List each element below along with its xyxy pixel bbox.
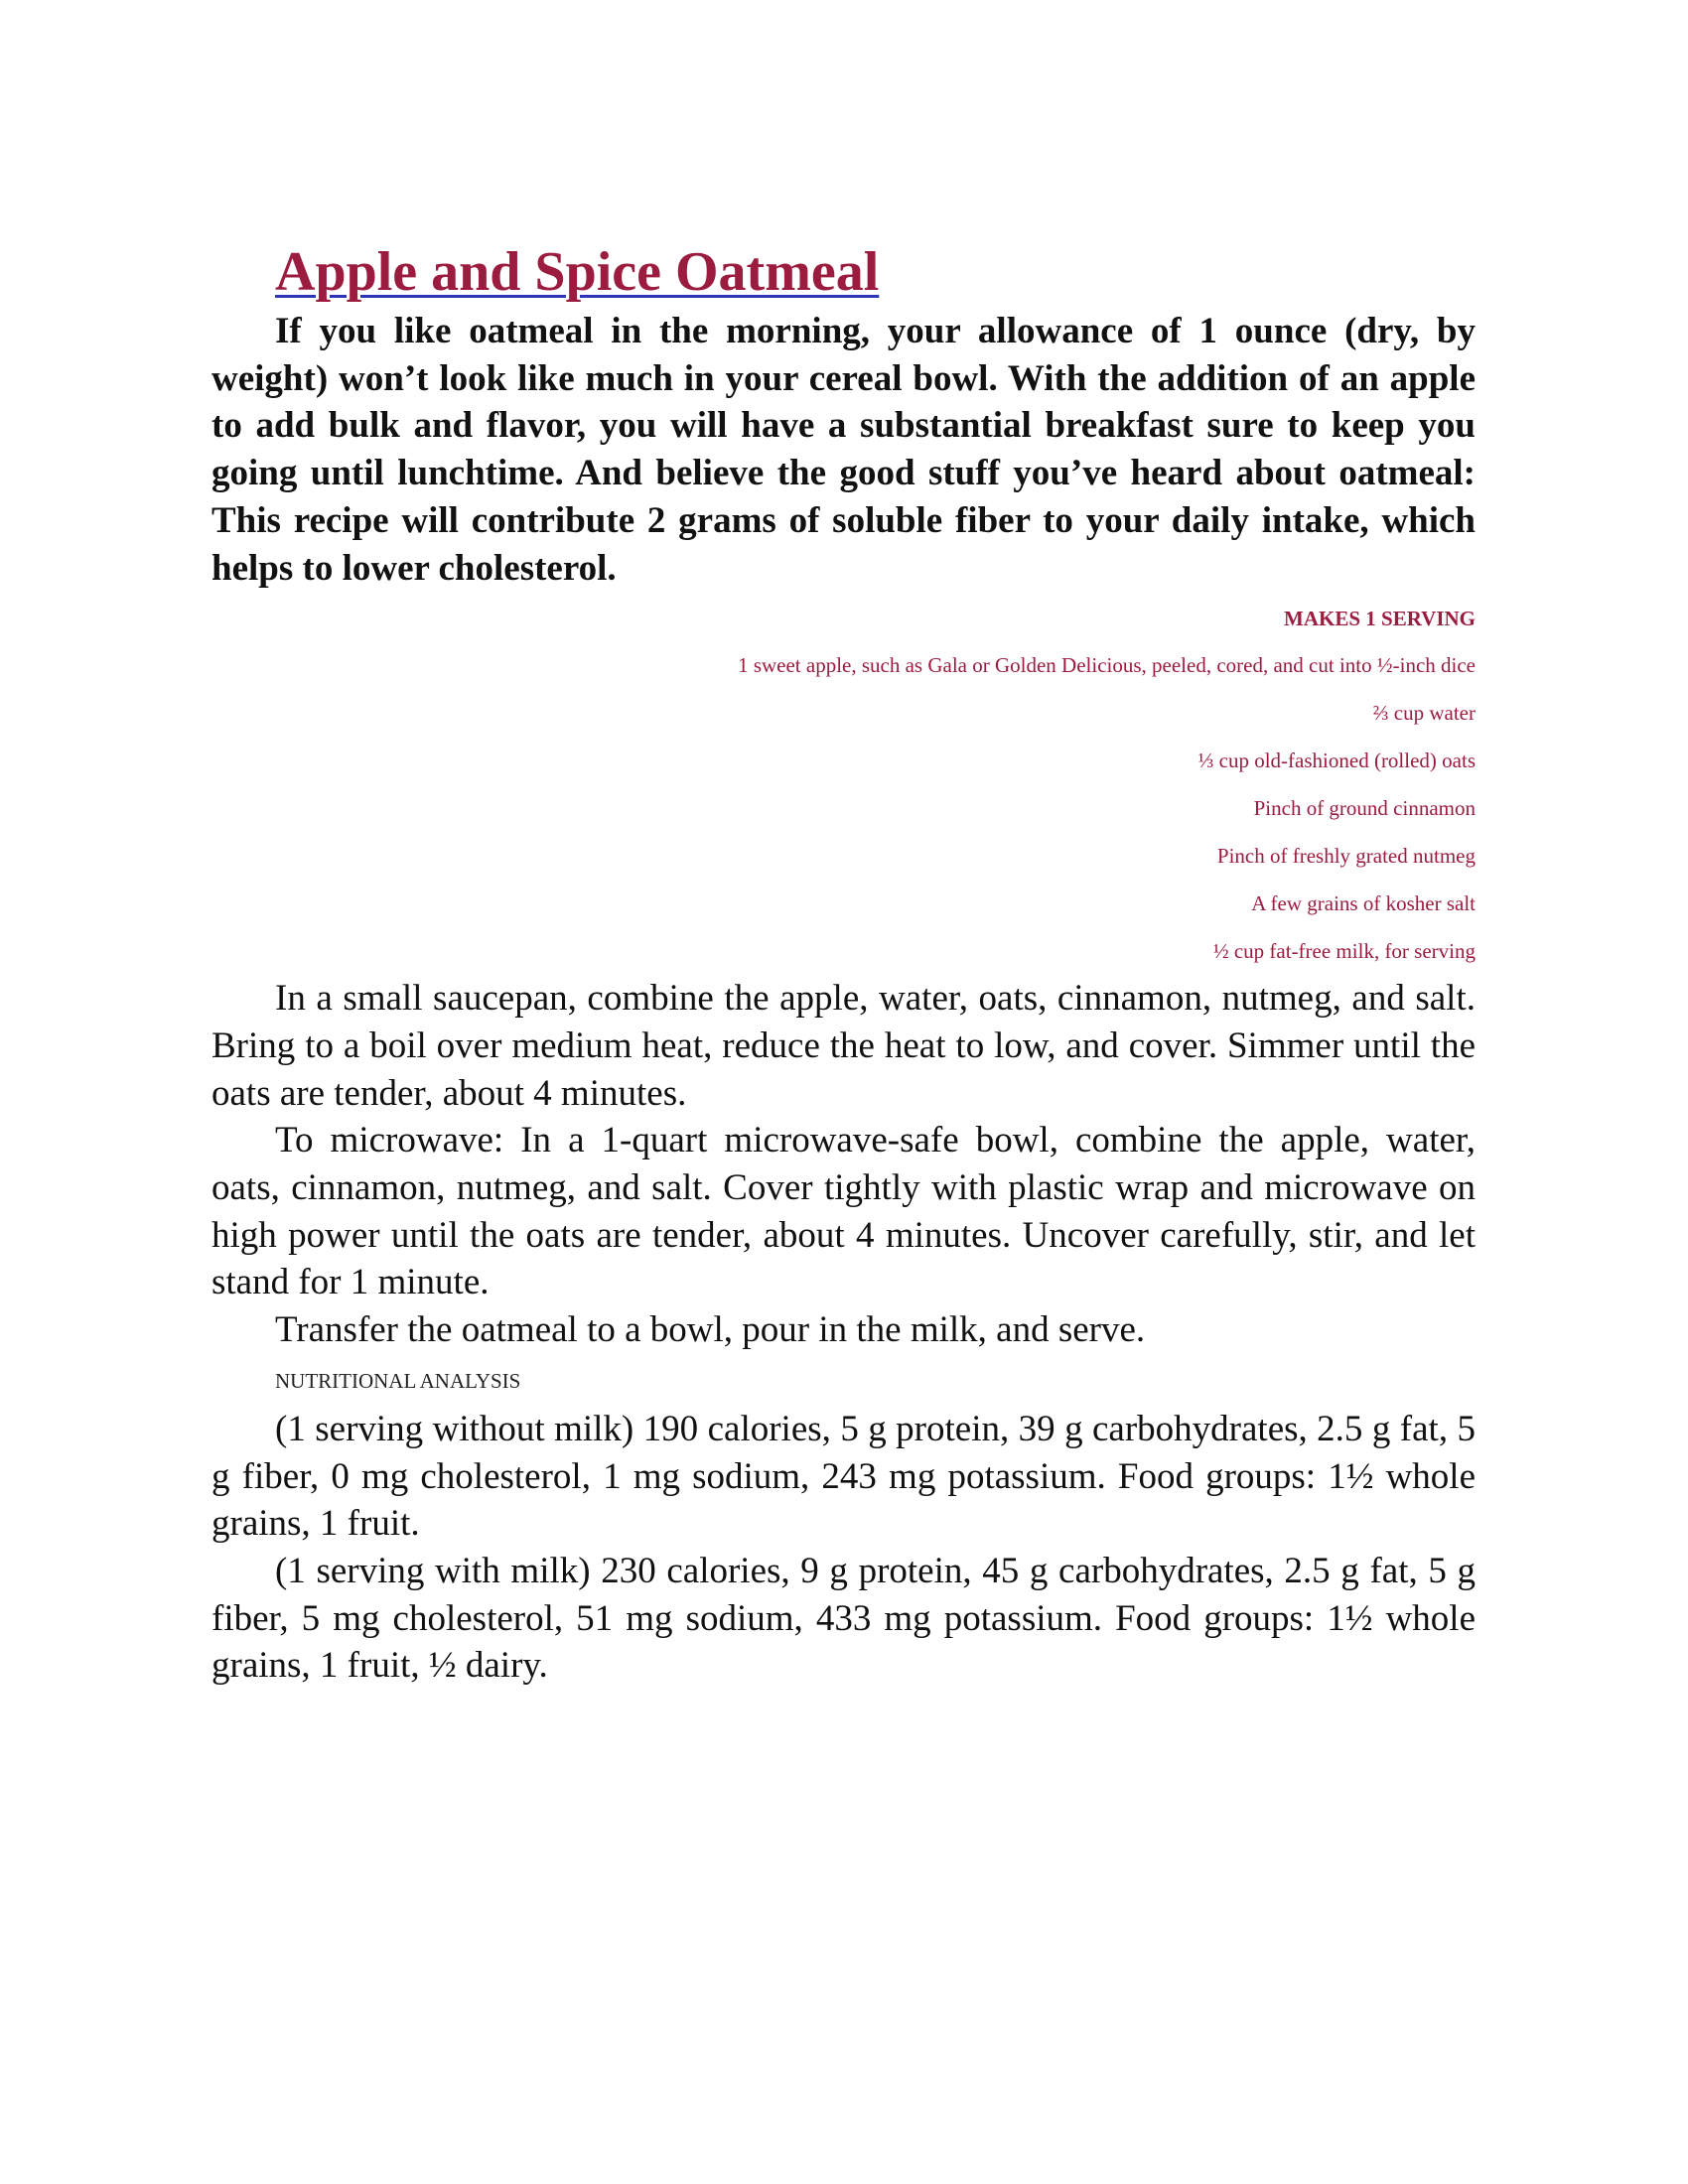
ingredient-item: ½ cup fat-free milk, for serving bbox=[1212, 939, 1476, 964]
nutrition-entry: (1 serving without milk) 190 calories, 5 g protein, 39 g carbohydrates, 2.5 g fat, 5 g fiber, 0 mg cholesterol, 1 mg sodium, 243 mg potassium. Food groups: 1½ whole grains, 1 fruit. bbox=[211, 1408, 1476, 1545]
recipe-page bbox=[211, 236, 1476, 1690]
ingredient-item: A few grains of kosher salt bbox=[1251, 891, 1476, 916]
recipe-intro: If you like oatmeal in the morning, your allowance of 1 ounce (dry, by weight) won’t look like much in your cereal bowl. With the addition of an apple to add bulk and flavor, you will have a substantial breakfast sure to keep you going until lunchtime. And believe the good stuff you’ve heard about oatmeal: This recipe will contribute 2 grams of soluble fiber to your daily intake, which helps to lower cholesterol. bbox=[211, 311, 1476, 589]
nutrition-entry: (1 serving with milk) 230 calories, 9 g protein, 45 g carbohydrates, 2.5 g fat, 5 g fiber, 5 mg cholesterol, 51 mg sodium, 433 mg potassium. Food groups: 1½ whole grains, 1 fruit, ½ dairy. bbox=[211, 1550, 1476, 1687]
instruction-step: In a small saucepan, combine the apple, water, oats, cinnamon, nutmeg, and salt. Bring to a boil over medium heat, reduce the heat to low, and cover. Simmer until the oats are tender, about 4 minutes. bbox=[211, 978, 1476, 1114]
ingredient-item: ⅔ cup water bbox=[1372, 701, 1476, 726]
ingredient-item: ⅓ cup old-fashioned (rolled) oats bbox=[1197, 749, 1476, 773]
instruction-step: Transfer the oatmeal to a bowl, pour in the milk, and serve. bbox=[275, 1309, 1146, 1351]
ingredient-list bbox=[211, 641, 1476, 975]
recipe-title: Apple and Spice Oatmeal bbox=[275, 241, 880, 303]
instruction-step: To microwave: In a 1-quart microwave-safe bowl, combine the apple, water, oats, cinnamon, nutmeg, and salt. Cover tightly with plastic wrap and microwave on high power until the oats are tender, about 4 minutes. Uncover carefully, stir, and let stand for 1 minute. bbox=[211, 1120, 1476, 1303]
serving-size: MAKES 1 SERVING bbox=[1284, 607, 1476, 631]
ingredient-item: Pinch of ground cinnamon bbox=[1253, 796, 1476, 821]
nutrition-heading: NUTRITIONAL ANALYSIS bbox=[275, 1368, 521, 1393]
instructions bbox=[211, 975, 1476, 1354]
nutrition-analysis bbox=[211, 1406, 1476, 1690]
ingredient-item: 1 sweet apple, such as Gala or Golden Delicious, peeled, cored, and cut into ½-inch dice bbox=[738, 653, 1476, 678]
ingredient-item: Pinch of freshly grated nutmeg bbox=[1216, 844, 1476, 869]
